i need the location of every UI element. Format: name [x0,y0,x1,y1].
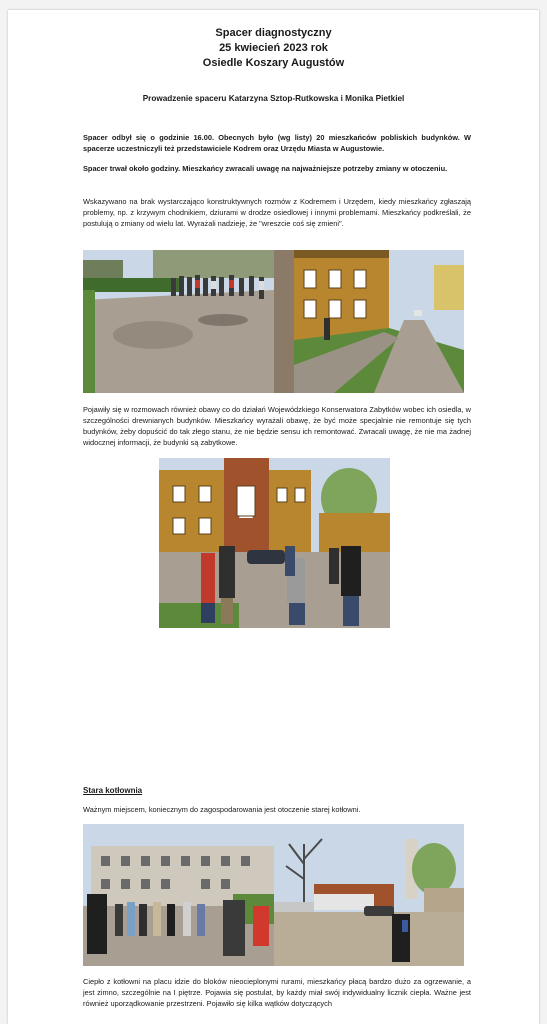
section-heading-old-boiler: Stara kotłownia [83,786,143,795]
paragraph-monument-concerns: Pojawiły się w rozmowach również obawy co do działań Wojewódzkiego Konserwatora Zabytków wobec ich osiedla, w szczególności drewnianych budynków. Mieszkańcy wyrażali obawę, że być może specjalnie nie remontuje się tych budynków, żeby dopuścić do tak złego stanu, że nie będzie sensu ich remontować. Zwracali uwagę, że nie ma żadnej widocznej informacji, że budynki są zabytkowe. [83,405,471,447]
paragraph-boiler-area: Ważnym miejscem, koniecznym do zagospodarowania jest otoczenie starej kotłowni. [83,805,361,814]
photo-brick-building-group [159,458,390,628]
paragraph-complaints: Wskazywano na brak wystarczająco konstruktywnych rozmów z Kodremem i Urzędem, kiedy mieszkańcy zgłaszają problemy, np. z krzywym chodnikiem, dziurami w drodze osiedlowej i innymi problemami. Mieszkańcy podkreślali, że postulują o zmiany od wielu lat. Wyrażali nadzieję, że "wreszcie coś się zmieni". [83,197,471,228]
title-line-1: Spacer diagnostyczny [215,27,332,39]
title-line-2: 25 kwiecień 2023 rok [219,42,328,54]
walk-leaders: Prowadzenie spaceru Katarzyna Sztop-Rutkowska i Monika Pietkiel [142,94,405,103]
photo-wooden-building-street [274,250,464,393]
document-title [8,26,539,71]
title-line-3: Osiedle Koszary Augustów [202,57,345,69]
paragraph-heating-problems: Ciepło z kotłowni na placu idzie do bloków nieocieplonymi rurami, mieszkańcy płacą bardzo dużo za ogrzewanie, a jest zimno, szczególnie na I piętrze. Pojawia się postulat, by każdy miał swój indywidualny licznik ciepła. Ważne jest również uporządkowanie przestrzeni. Pojawiło się kilka wątków dotyczących [83,977,471,1008]
photo-boiler-house-yard [274,824,464,966]
document-page [8,10,539,1024]
paragraph-duration: Spacer trwał około godziny. Mieszkańcy zwracali uwagę na najważniejsze potrzeby zmiany w otoczeniu. [83,164,448,173]
photo-road-residents [83,250,274,393]
paragraph-attendance: Spacer odbył się o godzinie 16.00. Obecnych było (wg listy) 20 mieszkańców pobliskich budynków. W spacerze uczestniczyli też przedstawiciele Kodrem oraz Urzędu Miasta w Augustowie. [83,133,471,153]
photo-apartment-block-group [83,824,274,966]
